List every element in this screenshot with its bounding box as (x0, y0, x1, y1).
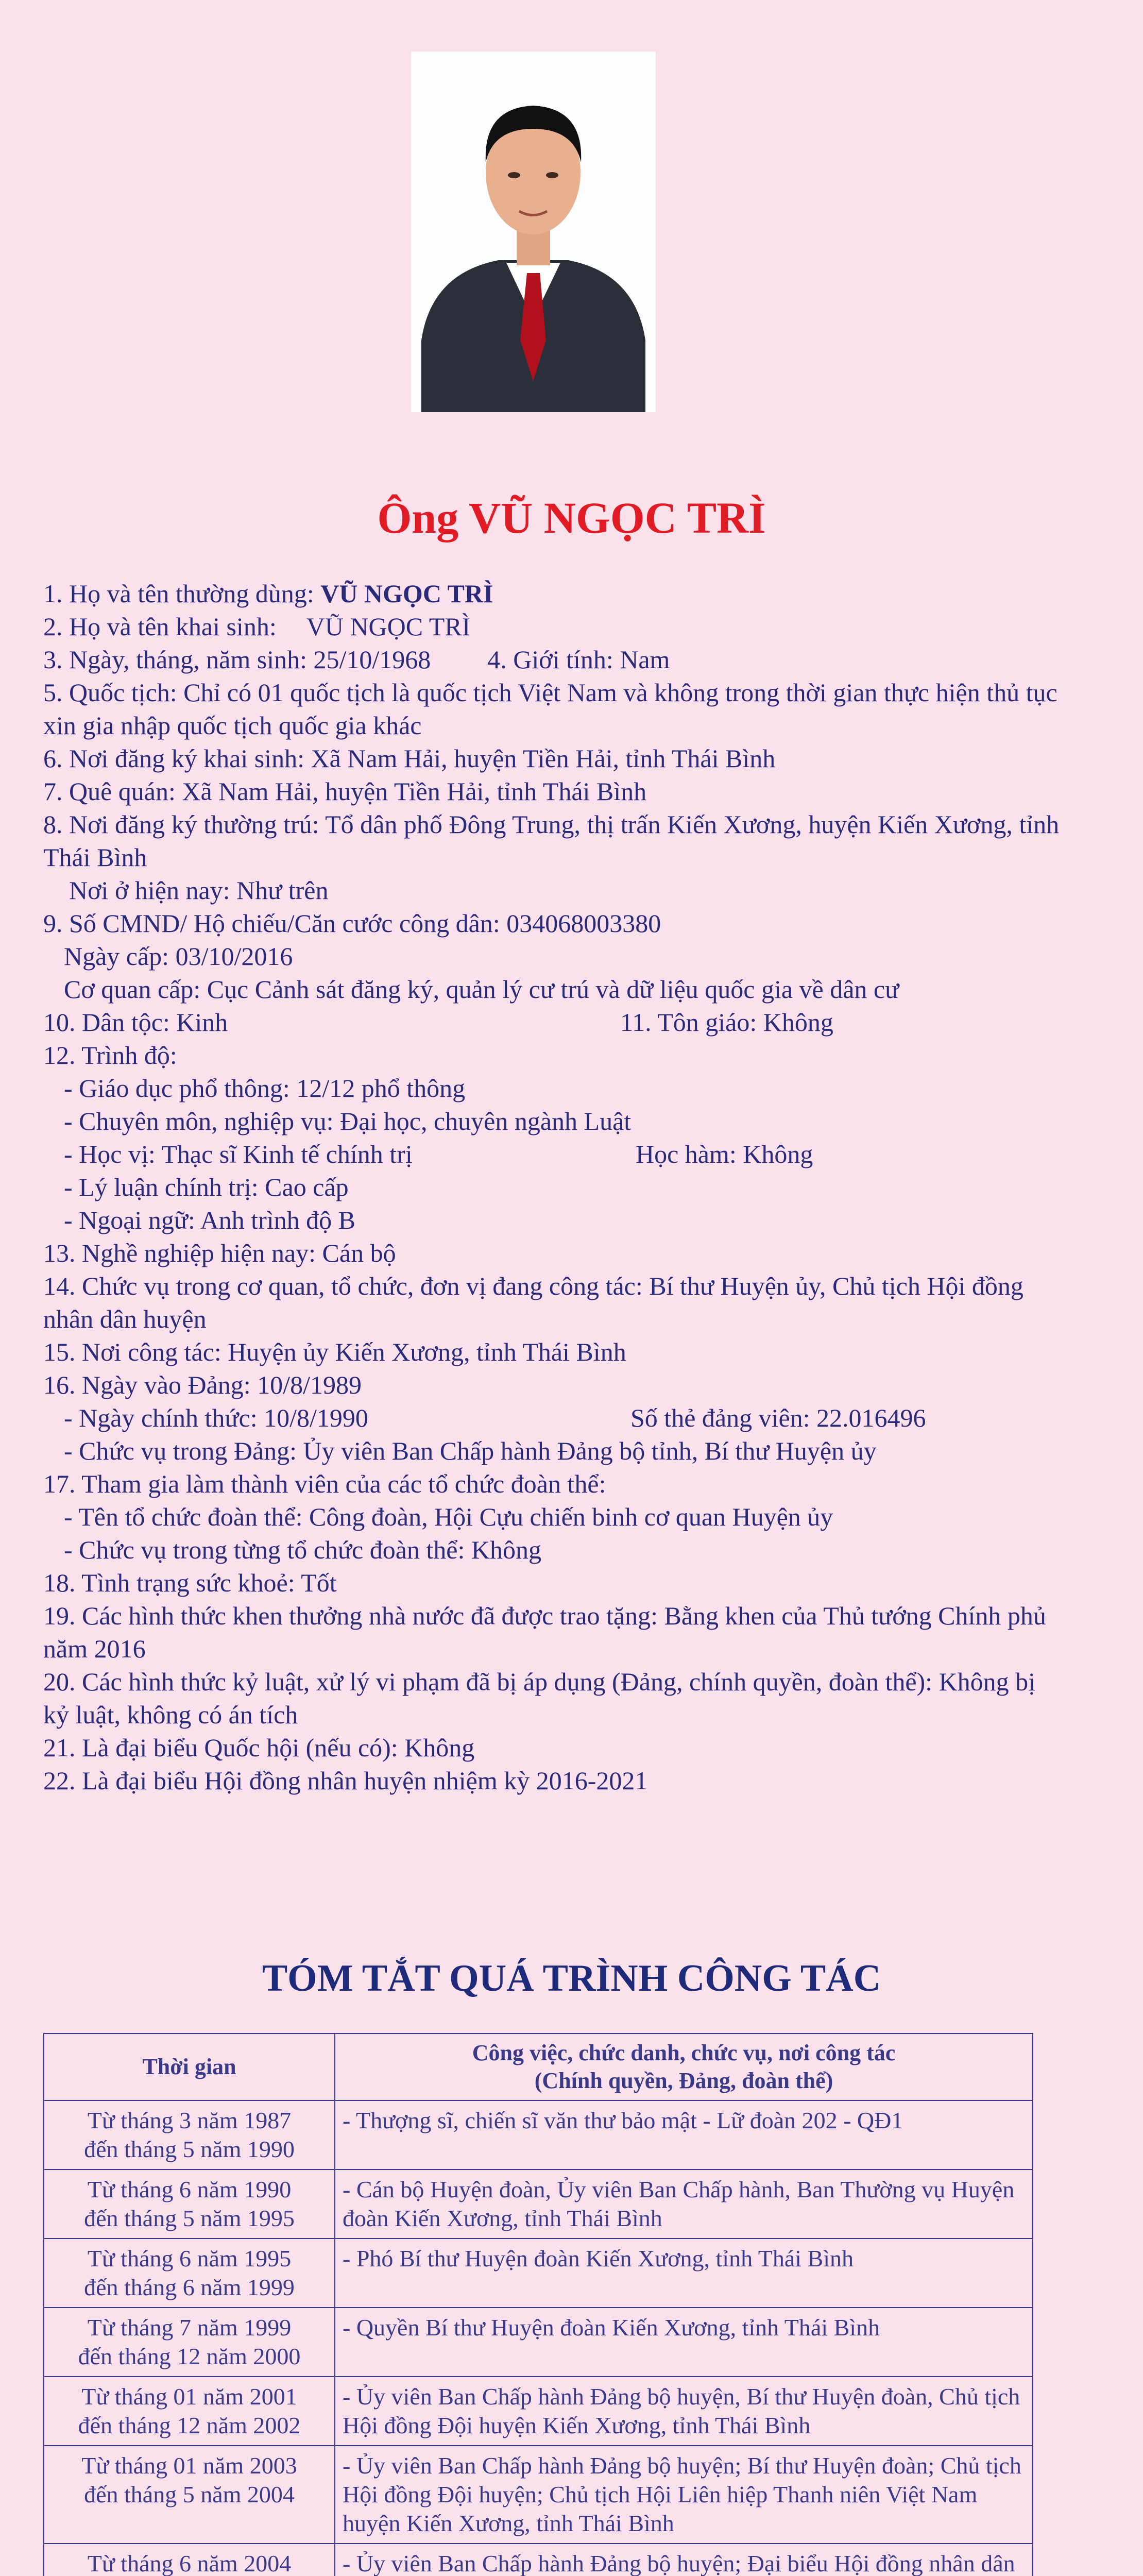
work-history-body (44, 2100, 1033, 2576)
bio-section (43, 577, 1063, 1797)
bio-line-17b: - Chức vụ trong từng tổ chức đoàn thể: Không (64, 1535, 541, 1564)
page-title: Ông VŨ NGỌC TRÌ (377, 493, 766, 543)
full-name: VŨ NGỌC TRÌ (320, 579, 493, 608)
bio-line-8b: Nơi ở hiện nay: Như trên (69, 876, 329, 905)
duty-cell: - Cán bộ Huyện đoàn, Ủy viên Ban Chấp hành, Ban Thường vụ Huyện đoàn Kiến Xương, tỉnh Thái Bình (335, 2170, 1033, 2239)
bio-line-17: 17. Tham gia làm thành viên của các tổ chức đoàn thể: (43, 1469, 606, 1498)
table-row (44, 2446, 1033, 2544)
table-row (44, 2308, 1033, 2377)
bio-line-9: 9. Số CMND/ Hộ chiếu/Căn cước công dân: 034068003380 (43, 909, 661, 938)
duty-cell: - Thượng sĩ, chiến sĩ văn thư bảo mật - Lữ đoàn 202 - QĐ1 (335, 2100, 1033, 2170)
bio-line-9c: Cơ quan cấp: Cục Cảnh sát đăng ký, quản lý cư trú và dữ liệu quốc gia về dân cư (64, 975, 899, 1004)
table-row (44, 2170, 1033, 2239)
bio-line-2: 2. Họ và tên khai sinh: VŨ NGỌC TRÌ (43, 612, 471, 641)
bio-line-12e: - Ngoại ngữ: Anh trình độ B (64, 1206, 355, 1234)
portrait-photo (411, 52, 656, 412)
bio-line-9b: Ngày cấp: 03/10/2016 (64, 942, 293, 971)
bio-line-6: 6. Nơi đăng ký khai sinh: Xã Nam Hải, huyện Tiền Hải, tỉnh Thái Bình (43, 744, 776, 773)
bio-line-13: 13. Nghề nghiệp hiện nay: Cán bộ (43, 1239, 396, 1267)
duty-cell: - Ủy viên Ban Chấp hành Đảng bộ huyện, Bí thư Huyện đoàn, Chủ tịch Hội đồng Đội huyện Kiến Xương, tỉnh Thái Bình (335, 2377, 1033, 2446)
time-cell: Từ tháng 6 năm 1990 đến tháng 5 năm 1995 (44, 2170, 335, 2239)
bio-line-22: 22. Là đại biểu Hội đồng nhân huyện nhiệm kỳ 2016-2021 (43, 1766, 648, 1795)
bio-line-5: 5. Quốc tịch: Chỉ có 01 quốc tịch là quốc tịch Việt Nam và không trong thời gian thực hiện thủ tục xin gia nhập quốc tịch quốc gia khác (43, 678, 1057, 740)
bio-line-12: 12. Trình độ: (43, 1041, 177, 1070)
bio-line-7: 7. Quê quán: Xã Nam Hải, huyện Tiền Hải, tỉnh Thái Bình (43, 777, 647, 806)
duty-cell: - Quyền Bí thư Huyện đoàn Kiến Xương, tỉnh Thái Bình (335, 2308, 1033, 2377)
bio-line-12d: - Lý luận chính trị: Cao cấp (64, 1173, 349, 1201)
bio-line-3: 3. Ngày, tháng, năm sinh: 25/10/1968 4. Giới tính: Nam (43, 645, 670, 674)
bio-line-12c: - Học vị: Thạc sĩ Kinh tế chính trị Học hàm: Không (64, 1140, 813, 1168)
table-row (44, 2377, 1033, 2446)
bio-line-16a: - Ngày chính thức: 10/8/1990 Số thẻ đảng viên: 22.016496 (64, 1403, 926, 1432)
duty-cell: - Ủy viên Ban Chấp hành Đảng bộ huyện; Đại biểu Hội đồng nhân dân (335, 2544, 1033, 2576)
bio-line-16b: - Chức vụ trong Đảng: Ủy viên Ban Chấp hành Đảng bộ tỉnh, Bí thư Huyện ủy (64, 1436, 877, 1465)
bio-line-14: 14. Chức vụ trong cơ quan, tổ chức, đơn vị đang công tác: Bí thư Huyện ủy, Chủ tịch Hội đồng nhân dân huyện (43, 1272, 1023, 1333)
bio-line-21: 21. Là đại biểu Quốc hội (nếu có): Không (43, 1733, 475, 1762)
bio-line-8: 8. Nơi đăng ký thường trú: Tổ dân phố Đông Trung, thị trấn Kiến Xương, huyện Kiến Xương, tỉnh Thái Bình (43, 810, 1060, 872)
col-header-duty: Công việc, chức danh, chức vụ, nơi công tác (Chính quyền, Đảng, đoàn thể) (335, 2033, 1033, 2100)
table-header-row (44, 2033, 1033, 2100)
duty-cell: - Ủy viên Ban Chấp hành Đảng bộ huyện; Bí thư Huyện đoàn; Chủ tịch Hội đồng Đội huyện; Chủ tịch Hội Liên hiệp Thanh niên Việt Nam huyện Kiến Xương, tỉnh Thái Bình (335, 2446, 1033, 2544)
table-row (44, 2100, 1033, 2170)
time-cell: Từ tháng 3 năm 1987 đến tháng 5 năm 1990 (44, 2100, 335, 2170)
bio-line-15: 15. Nơi công tác: Huyện ủy Kiến Xương, tỉnh Thái Bình (43, 1337, 626, 1366)
table-row (44, 2239, 1033, 2308)
time-cell: Từ tháng 6 năm 2004 (44, 2544, 335, 2576)
bio-line-19: 19. Các hình thức khen thưởng nhà nước đã được trao tặng: Bằng khen của Thủ tướng Chính phủ năm 2016 (43, 1601, 1046, 1663)
bio-line-20: 20. Các hình thức kỷ luật, xử lý vi phạm đã bị áp dụng (Đảng, chính quyền, đoàn thể): Không bị kỷ luật, không có án tích (43, 1667, 1036, 1729)
time-cell: Từ tháng 01 năm 2003 đến tháng 5 năm 2004 (44, 2446, 335, 2544)
col-header-time: Thời gian (44, 2033, 335, 2100)
time-cell: Từ tháng 6 năm 1995 đến tháng 6 năm 1999 (44, 2239, 335, 2308)
time-cell: Từ tháng 7 năm 1999 đến tháng 12 năm 2000 (44, 2308, 335, 2377)
bio-line-16: 16. Ngày vào Đảng: 10/8/1989 (43, 1370, 362, 1399)
bio-line-10: 10. Dân tộc: Kinh 11. Tôn giáo: Không (43, 1008, 833, 1037)
bio-line-17a: - Tên tổ chức đoàn thể: Công đoàn, Hội Cựu chiến binh cơ quan Huyện ủy (64, 1502, 833, 1531)
bio-line-12b: - Chuyên môn, nghiệp vụ: Đại học, chuyên ngành Luật (64, 1107, 632, 1136)
table-row (44, 2544, 1033, 2576)
time-cell: Từ tháng 01 năm 2001 đến tháng 12 năm 2002 (44, 2377, 335, 2446)
bio-line-12a: - Giáo dục phổ thông: 12/12 phổ thông (64, 1074, 466, 1103)
work-history-title: TÓM TẮT QUÁ TRÌNH CÔNG TÁC (262, 1957, 881, 1999)
bio-line-1: 1. Họ và tên thường dùng: VŨ NGỌC TRÌ (43, 579, 493, 608)
bio-line-18: 18. Tình trạng sức khoẻ: Tốt (43, 1568, 337, 1597)
duty-cell: - Phó Bí thư Huyện đoàn Kiến Xương, tỉnh Thái Bình (335, 2239, 1033, 2308)
work-history-table (43, 2033, 1033, 2576)
